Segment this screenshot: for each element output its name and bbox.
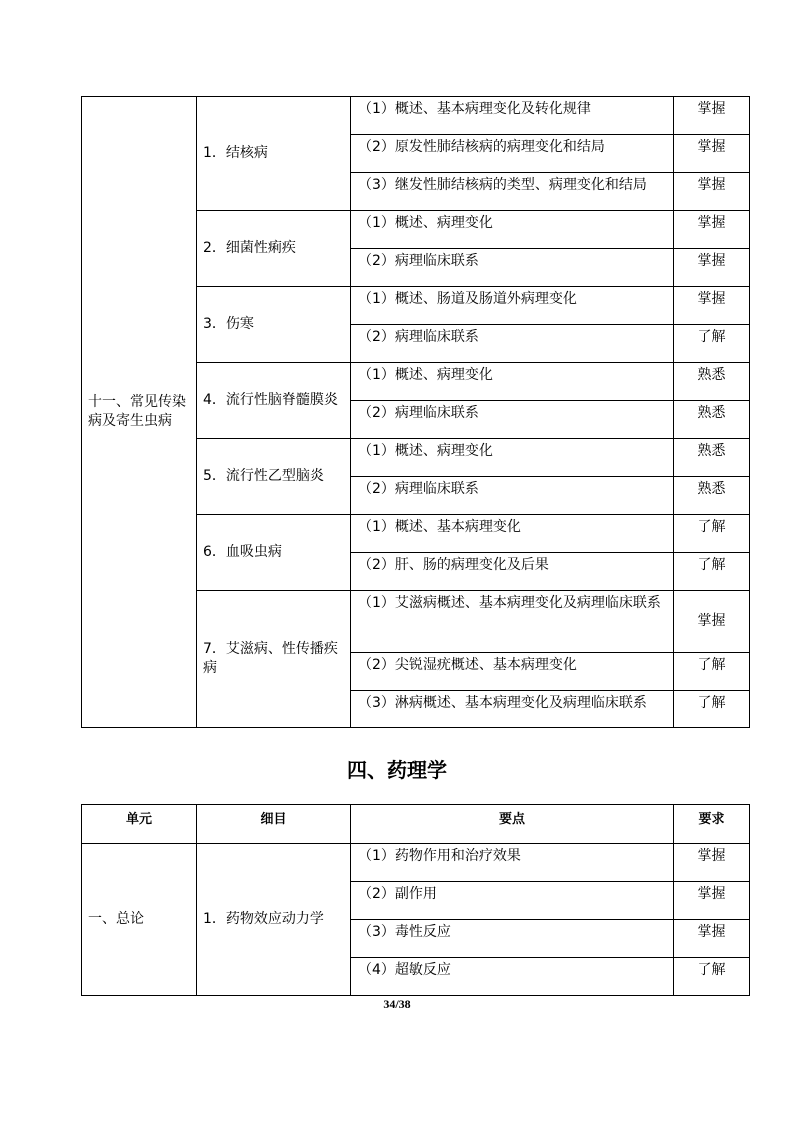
- point-cell: （1）药物作用和治疗效果: [351, 844, 674, 882]
- point-cell: （1）概述、基本病理变化及转化规律: [351, 97, 674, 135]
- point-cell: （2）副作用: [351, 882, 674, 920]
- point-cell: （2）病理临床联系: [351, 401, 674, 439]
- point-cell: （1）概述、病理变化: [351, 363, 674, 401]
- point-cell: （1）概述、病理变化: [351, 439, 674, 477]
- header-point: 要点: [351, 805, 674, 844]
- item-cell: 4．流行性脑脊髓膜炎: [197, 363, 351, 439]
- point-cell: （3）毒性反应: [351, 920, 674, 958]
- header-unit: 单元: [82, 805, 197, 844]
- syllabus-table-pharmacology: [81, 804, 750, 996]
- item-cell: 6．血吸虫病: [197, 515, 351, 591]
- requirement-cell: 掌握: [674, 97, 750, 135]
- point-cell: （3）淋病概述、基本病理变化及病理临床联系: [351, 691, 674, 728]
- point-cell: （4）超敏反应: [351, 958, 674, 996]
- point-cell: （1）概述、病理变化: [351, 211, 674, 249]
- point-cell: （3）继发性肺结核病的类型、病理变化和结局: [351, 173, 674, 211]
- point-cell: （2）尖锐湿疣概述、基本病理变化: [351, 653, 674, 691]
- point-cell: （1）艾滋病概述、基本病理变化及病理临床联系: [351, 591, 674, 653]
- item-cell: 2．细菌性痢疾: [197, 211, 351, 287]
- item-cell: 1．药物效应动力学: [197, 844, 351, 996]
- section-title: 四、药理学: [347, 758, 447, 782]
- requirement-cell: 掌握: [674, 287, 750, 325]
- unit-cell: 一、总论: [82, 844, 197, 996]
- item-cell: 1．结核病: [197, 97, 351, 211]
- requirement-cell: 熟悉: [674, 477, 750, 515]
- requirement-cell: 熟悉: [674, 439, 750, 477]
- requirement-cell: 了解: [674, 958, 750, 996]
- requirement-cell: 了解: [674, 515, 750, 553]
- unit-cell: 十一、常见传染病及寄生虫病: [82, 97, 197, 728]
- requirement-cell: 掌握: [674, 211, 750, 249]
- requirement-cell: 了解: [674, 325, 750, 363]
- header-item: 细目: [197, 805, 351, 844]
- item-cell: 7．艾滋病、性传播疾病: [197, 591, 351, 728]
- point-cell: （2）病理临床联系: [351, 325, 674, 363]
- item-cell: 3．伤寒: [197, 287, 351, 363]
- requirement-cell: 掌握: [674, 173, 750, 211]
- requirement-cell: 掌握: [674, 591, 750, 653]
- requirement-cell: 掌握: [674, 882, 750, 920]
- point-cell: （1）概述、基本病理变化: [351, 515, 674, 553]
- requirement-cell: 掌握: [674, 249, 750, 287]
- requirement-cell: 了解: [674, 653, 750, 691]
- requirement-cell: 掌握: [674, 135, 750, 173]
- requirement-cell: 掌握: [674, 920, 750, 958]
- item-cell: 5．流行性乙型脑炎: [197, 439, 351, 515]
- point-cell: （2）病理临床联系: [351, 249, 674, 287]
- point-cell: （2）原发性肺结核病的病理变化和结局: [351, 135, 674, 173]
- point-cell: （2）病理临床联系: [351, 477, 674, 515]
- point-cell: （2）肝、肠的病理变化及后果: [351, 553, 674, 591]
- requirement-cell: 熟悉: [674, 363, 750, 401]
- syllabus-table-pathology: [81, 96, 750, 728]
- requirement-cell: 掌握: [674, 844, 750, 882]
- page-number: 34/38: [383, 997, 411, 1011]
- requirement-cell: 熟悉: [674, 401, 750, 439]
- requirement-cell: 了解: [674, 691, 750, 728]
- header-requirement: 要求: [674, 805, 750, 844]
- point-cell: （1）概述、肠道及肠道外病理变化: [351, 287, 674, 325]
- requirement-cell: 了解: [674, 553, 750, 591]
